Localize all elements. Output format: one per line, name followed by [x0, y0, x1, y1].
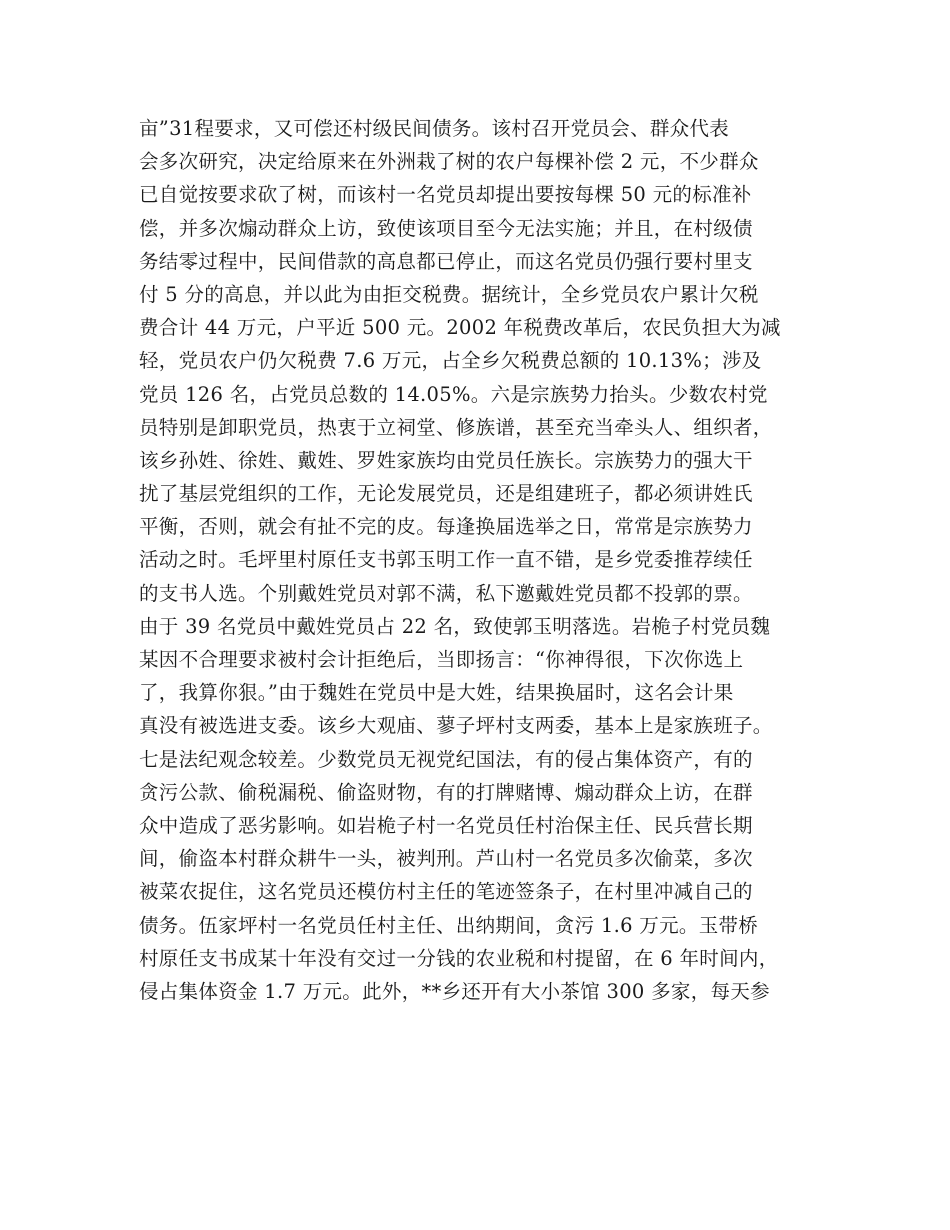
text-line: 村原任支书成某十年没有交过一分钱的农业税和村提留，在 6 年时间内，: [139, 946, 779, 970]
text-line: 平衡，否则，就会有扯不完的皮。每逢换届选举之日，常常是宗族势力: [139, 515, 753, 539]
text-line: 真没有被选进支委。该乡大观庙、蓼子坪村支两委，基本上是家族班子。: [139, 714, 773, 738]
text-line: 扰了基层党组织的工作，无论发展党员，还是组建班子，都必须讲姓氏: [139, 482, 753, 506]
text-line: 轻，党员农户仍欠税费 7.6 万元，占全乡欠税费总额的 10.13%；涉及: [139, 349, 762, 373]
text-line: 贪污公款、偷税漏税、偷盗财物，有的打牌赌博、煽动群众上访，在群: [139, 780, 753, 804]
text-line: 了，我算你狠。”由于魏姓在党员中是大姓，结果换届时，这名会计果: [139, 681, 734, 705]
text-line: 偿，并多次煽动群众上访，致使该项目至今无法实施；并且，在村级债: [139, 216, 753, 240]
text-line: 的支书人选。个别戴姓党员对郭不满，私下邀戴姓党员都不投郭的票。: [139, 581, 753, 605]
text-line: 由于 39 名党员中戴姓党员占 22 名，致使郭玉明落选。岩桅子村党员魏: [139, 614, 771, 638]
text-line: 党员 126 名，占党员总数的 14.05%。六是宗族势力抬头。少数农村党: [139, 382, 768, 406]
text-line: 会多次研究，决定给原来在外洲栽了树的农户每棵补偿 2 元，不少群众: [139, 150, 759, 174]
text-line: 被菜农捉住，这名党员还模仿村主任的笔迹签条子，在村里冲减自己的: [139, 880, 753, 904]
text-line: 务结零过程中，民间借款的高息都已停止，而这名党员仍强行要村里支: [139, 249, 753, 273]
text-line: 已自觉按要求砍了树，而该村一名党员却提出要按每棵 50 元的标准补: [139, 183, 752, 207]
text-line: 员特别是卸职党员，热衷于立祠堂、修族谱，甚至充当牵头人、组织者，: [139, 415, 773, 439]
text-line: 某因不合理要求被村会计拒绝后，当即扬言：“你神得很，下次你选上: [139, 648, 744, 671]
text-line: 七是法纪观念较差。少数党员无视党纪国法，有的侵占集体资产，有的: [139, 747, 753, 771]
text-line: 侵占集体资金 1.7 万元。此外，**乡还开有大小茶馆 300 多家，每天参: [139, 979, 770, 1003]
text-line: 活动之时。毛坪里村原任支书郭玉明工作一直不错，是乡党委推荐续任: [139, 548, 753, 572]
text-line: 债务。伍家坪村一名党员任村主任、出纳期间，贪污 1.6 万元。玉带桥: [139, 913, 759, 937]
text-line: 亩”31程要求，又可偿还村级民间债务。该村召开党员会、群众代表: [139, 117, 730, 140]
body-text: [139, 112, 819, 1008]
text-line: 间，偷盗本村群众耕牛一头，被判刑。芦山村一名党员多次偷菜，多次: [139, 847, 753, 871]
text-line: 众中造成了恶劣影响。如岩桅子村一名党员任村治保主任、民兵营长期: [139, 813, 753, 837]
text-line: 费合计 44 万元，户平近 500 元。2002 年税费改革后，农民负担大为减: [139, 316, 781, 340]
text-line: 该乡孙姓、徐姓、戴姓、罗姓家族均由党员任族长。宗族势力的强大干: [139, 448, 753, 472]
text-line: 付 5 分的高息，并以此为由拒交税费。据统计，全乡党员农户累计欠税: [139, 282, 759, 306]
